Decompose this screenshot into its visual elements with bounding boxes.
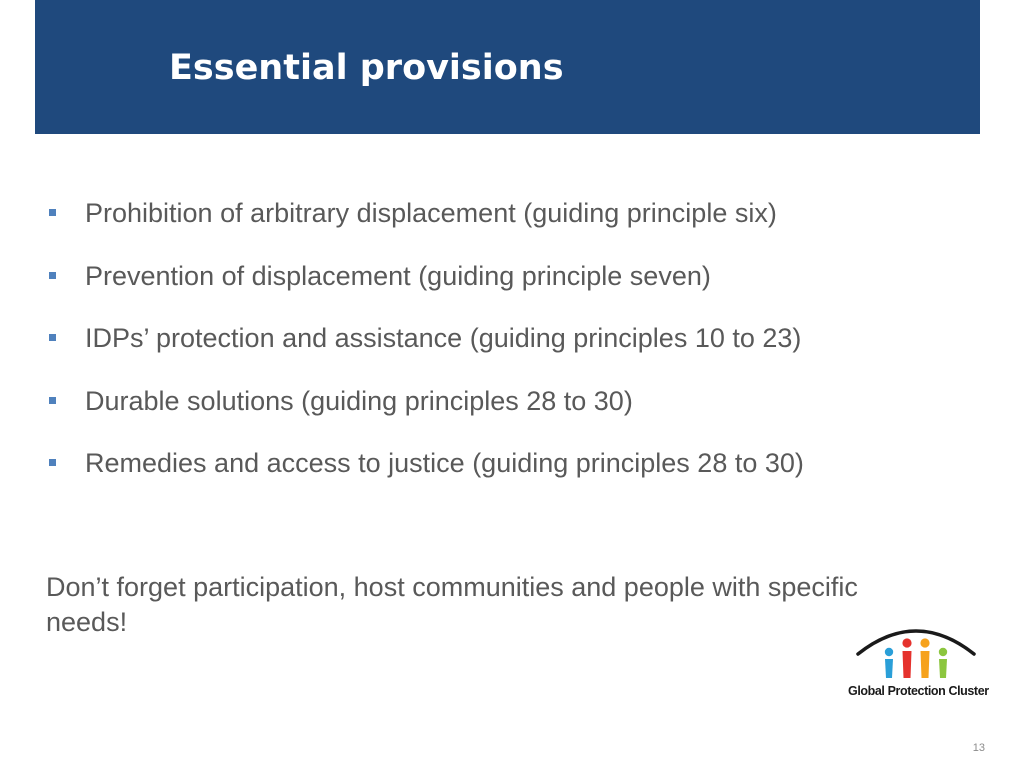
person-figure-green bbox=[939, 648, 947, 678]
people-arch-icon bbox=[848, 622, 984, 684]
bullet-text: Prevention of displacement (guiding principle seven) bbox=[85, 260, 711, 291]
logo-text: Global Protection Cluster bbox=[848, 684, 989, 698]
bullet-list bbox=[45, 188, 995, 501]
page-number: 13 bbox=[972, 742, 985, 754]
bullet-text: Remedies and access to justice (guiding principles 28 to 30) bbox=[85, 448, 804, 478]
person-figure-red bbox=[902, 638, 911, 678]
global-protection-cluster-logo bbox=[848, 622, 989, 706]
bullet-item bbox=[45, 438, 995, 501]
title-bar bbox=[35, 0, 980, 134]
bullet-item bbox=[45, 188, 995, 251]
bullet-text: Durable solutions (guiding principles 28 to 30) bbox=[85, 385, 633, 416]
square-bullet-icon bbox=[49, 209, 56, 216]
reminder-note: Don’t forget participation, host communities and people with specific needs! bbox=[46, 572, 858, 637]
square-bullet-icon bbox=[49, 334, 56, 341]
bullet-text: IDPs’ protection and assistance (guiding principles 10 to 23) bbox=[85, 323, 802, 353]
bullet-item bbox=[45, 313, 995, 376]
square-bullet-icon bbox=[49, 272, 56, 279]
bullet-item bbox=[45, 376, 995, 439]
person-figure-blue bbox=[885, 648, 893, 678]
bullet-text: Prohibition of arbitrary displacement (guiding principle six) bbox=[85, 198, 777, 228]
bullet-item bbox=[45, 251, 995, 314]
square-bullet-icon bbox=[49, 459, 56, 466]
slide-title: Essential provisions bbox=[169, 48, 564, 88]
square-bullet-icon bbox=[49, 397, 56, 404]
person-figure-orange bbox=[920, 638, 929, 678]
